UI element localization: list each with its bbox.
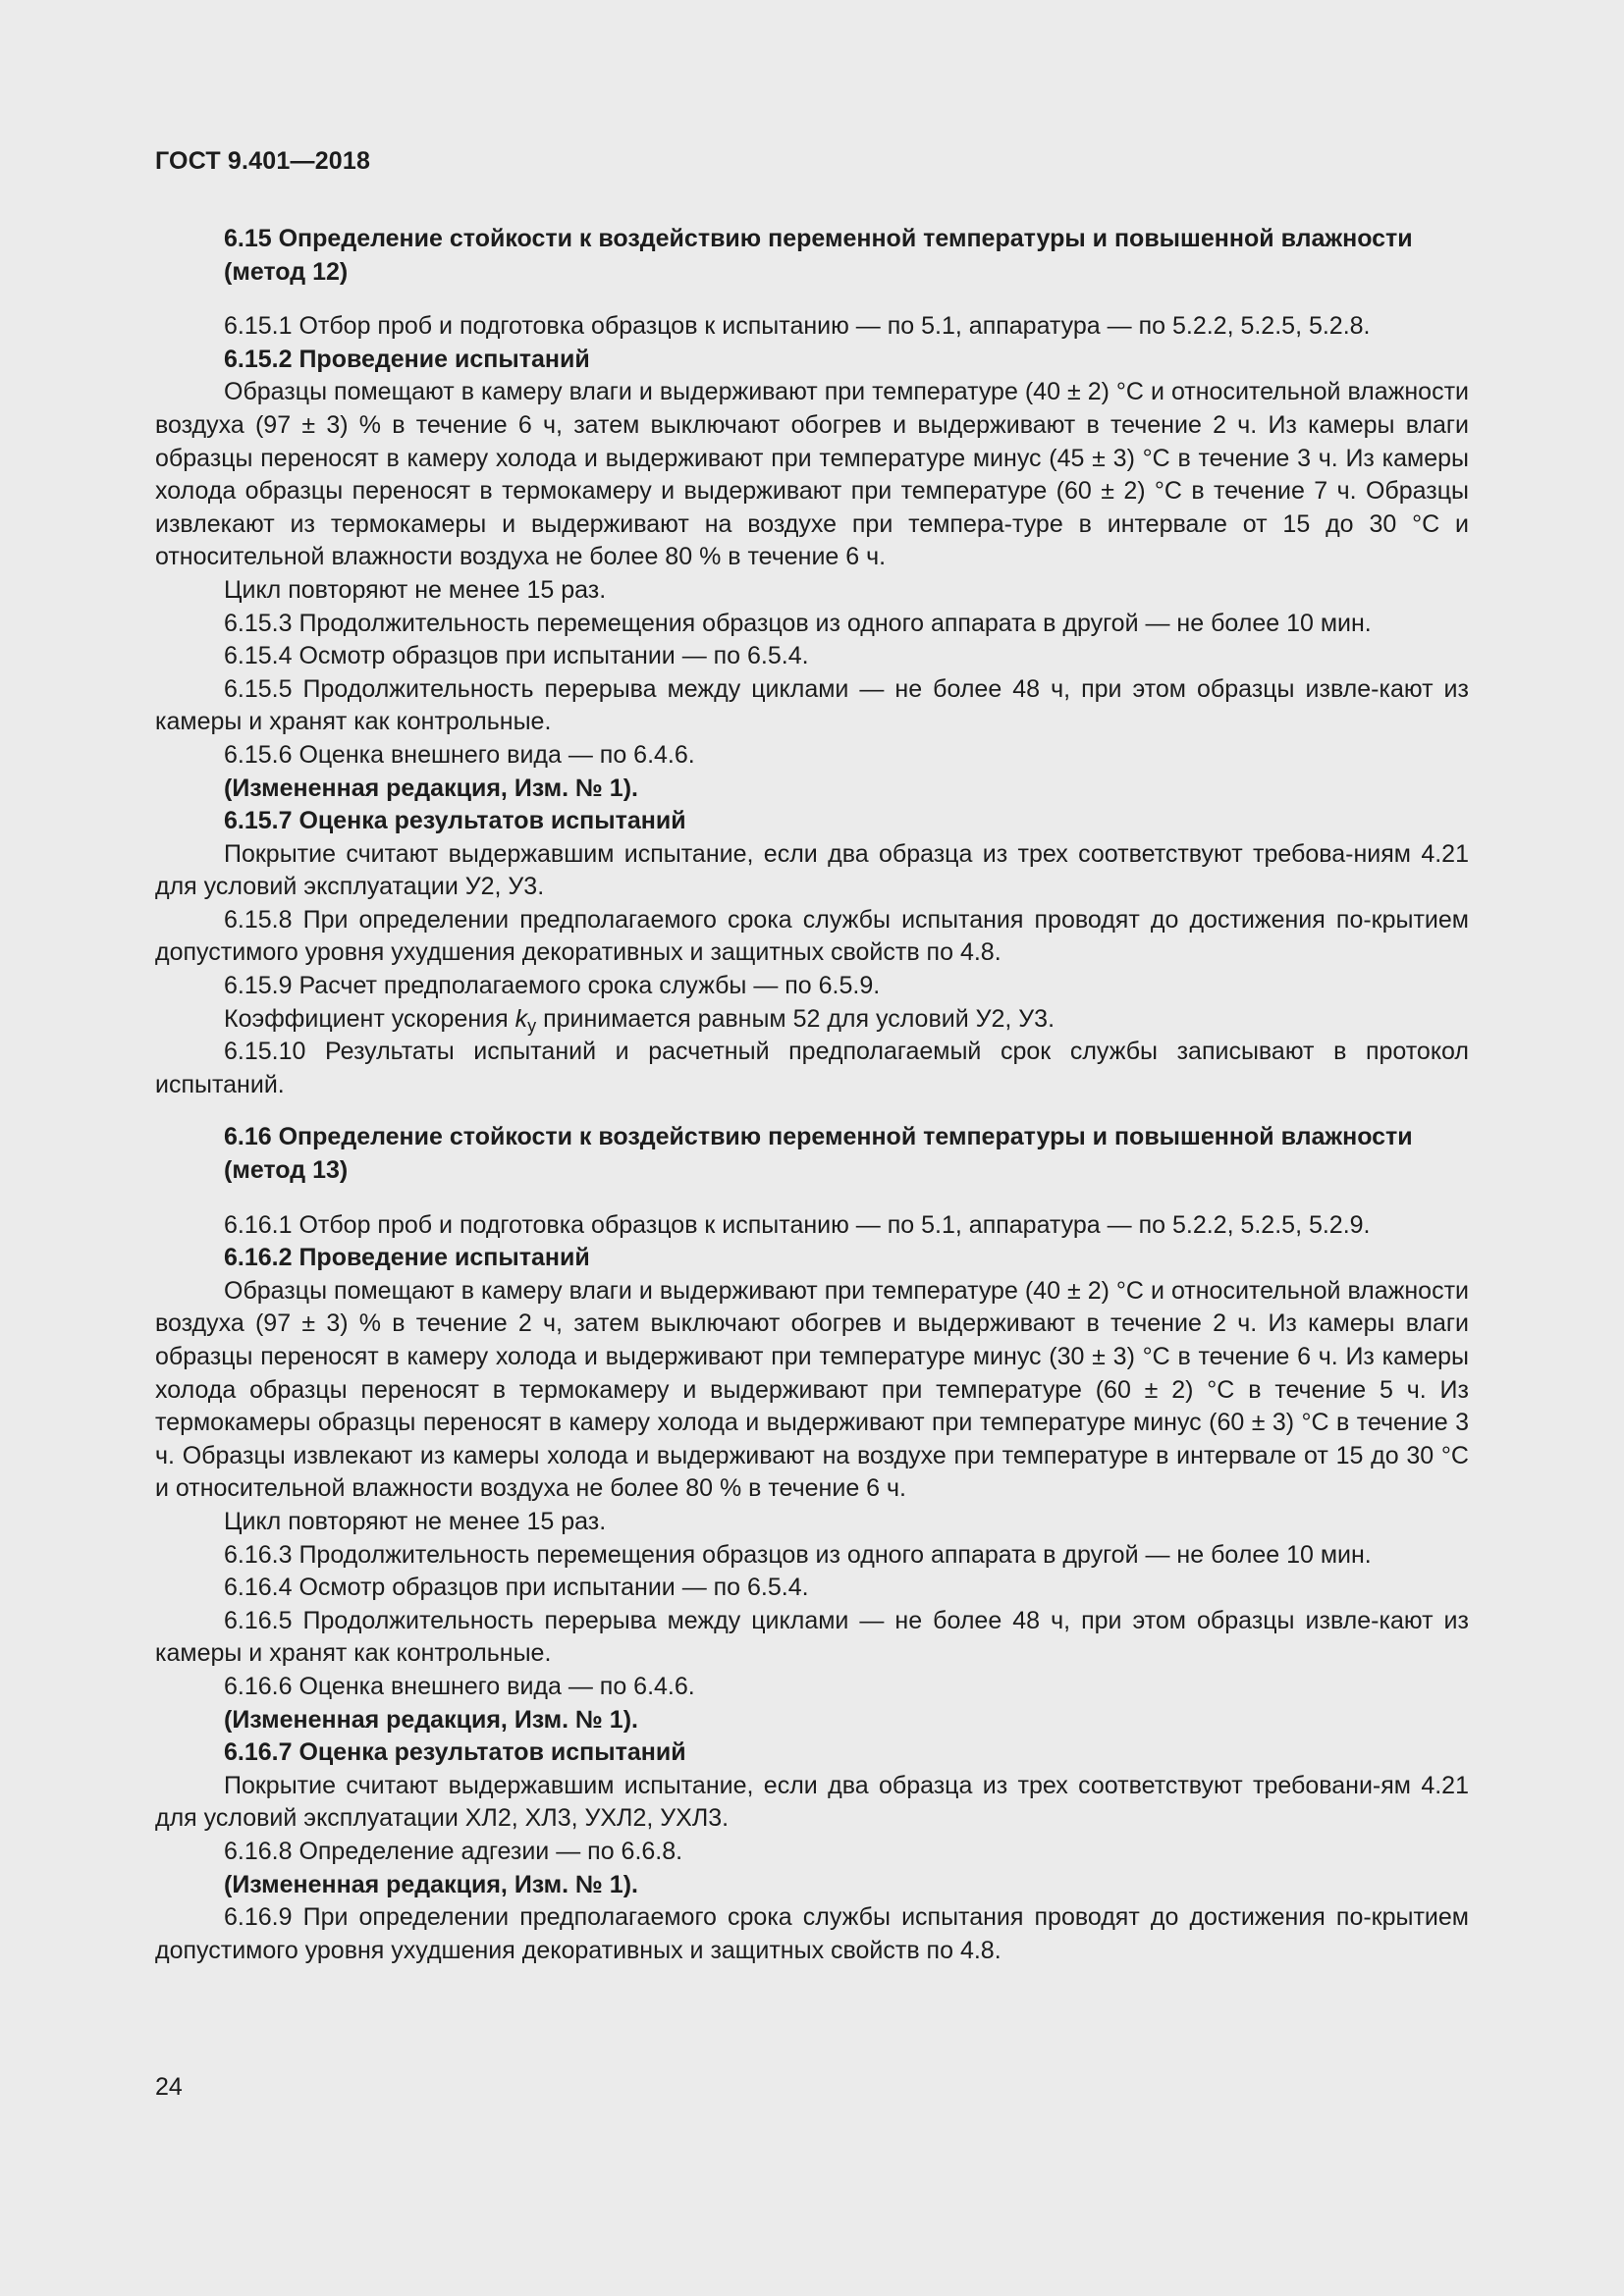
amendment-note: (Измененная редакция, Изм. № 1). [224,1705,638,1734]
paragraph-6-16-6: 6.16.6 Оценка внешнего вида — по 6.4.6. [224,1672,695,1700]
paragraph-6-16-9: 6.16.9 При определении предполагаемого срока службы испытания проводят до достижения по-крытием допустимого уровня ухудшения декоративных и защитных свойств по 4.8. [155,1903,1469,1964]
paragraph-6-16-8: 6.16.8 Определение адгезии — по 6.6.8. [224,1837,683,1865]
paragraph-6-15-10: 6.15.10 Результаты испытаний и расчетный предполагаемый срок службы записывают в протокол испытаний. [155,1038,1469,1098]
paragraph-6-15-6: 6.15.6 Оценка внешнего вида — по 6.4.6. [224,740,695,769]
document-header: ГОСТ 9.401—2018 [155,147,371,175]
paragraph-6-15-4: 6.15.4 Осмотр образцов при испытании — по 6.5.4. [224,642,809,670]
paragraph-6-15-1: 6.15.1 Отбор проб и подготовка образцов к испытанию — по 5.1, аппаратура — по 5.2.2, 5.2.5, 5.2.8. [224,312,1371,341]
page-number: 24 [155,2073,183,2101]
paragraph-6-16-2-body: Образцы помещают в камеру влаги и выдерживают при температуре (40 ± 2) °С и относительной влажности воздуха (97 ± 3) % в течение 2 ч, затем выключают обогрев и выдерживают в течение 2 ч. Из камеры влаги образцы переносят в камеру холода и выдерживают при температуре минус (30 ± 3) °С в течение 6 ч. Из камеры холода образцы переносят в термокамеру и выдерживают при температуре (60 ± 2) °С в течение 5 ч. Из термокамеры образцы переносят в камеру холода и выдерживают при температуре минус (60 ± 3) °С в течение 3 ч. Образцы извлекают из камеры холода и выдерживают на воздухе при температуре в интервале от 15 до 30 °С и относительной влажности воздуха не более 80 % в течение 6 ч. [155,1276,1469,1503]
paragraph-6-16-4: 6.16.4 Осмотр образцов при испытании — по 6.5.4. [224,1574,809,1602]
section-615-title: 6.15 Определение стойкости к воздействию переменной температуры и повышенной влажности (метод 12) [224,225,1413,286]
paragraph-6-15-7-body: Покрытие считают выдержавшим испытание, если два образца из трех соответствуют требова-ниям 4.21 для условий эксплуатации У2, У3. [155,839,1469,901]
document-body [155,223,1469,1967]
section-gap [155,1188,1469,1209]
paragraph-acceleration-coefficient [155,1003,1469,1037]
paragraph-6-15-2-body: Образцы помещают в камеру влаги и выдерживают при температуре (40 ± 2) °С и относительной влажности воздуха (97 ± 3) % в течение 6 ч, затем выключают обогрев и выдерживают в течение 2 ч. Из камеры влаги образцы переносят в камеру холода и выдерживают при температуре минус (45 ± 3) °С в течение 3 ч. Из камеры холода образцы переносят в термокамеру и выдерживают при температуре (60 ± 2) °С в течение 7 ч. Образцы извлекают из термокамеры и выдерживают на воздухе при темпера-туре в интервале от 15 до 30 °С и относительной влажности воздуха не более 80 % в течение 6 ч. [155,378,1469,571]
section-616-title: 6.16 Определение стойкости к воздействию переменной температуры и повышенной влажности (метод 13) [224,1123,1413,1185]
paragraph-6-16-1: 6.16.1 Отбор проб и подготовка образцов к испытанию — по 5.1, аппаратура — по 5.2.2, 5.2.5, 5.2.9. [224,1210,1371,1239]
coefficient-text-pre: Коэффициент ускорения [224,1004,515,1033]
amendment-note: (Измененная редакция, Изм. № 1). [224,1870,638,1898]
coefficient-subscript: у [527,1015,537,1036]
paragraph-6-15-3: 6.15.3 Продолжительность перемещения образцов из одного аппарата в другой — не более 10 мин. [224,609,1372,637]
coefficient-text-post: принимается равным 52 для условий У2, У3. [536,1004,1056,1033]
subheading-6-16-2: 6.16.2 Проведение испытаний [224,1244,590,1272]
paragraph-6-15-9: 6.15.9 Расчет предполагаемого срока службы — по 6.5.9. [224,972,881,1000]
paragraph-6-15-5: 6.15.5 Продолжительность перерыва между циклами — не более 48 ч, при этом образцы извле-кают из камеры и хранят как контрольные. [155,674,1469,736]
paragraph-6-16-5: 6.16.5 Продолжительность перерыва между циклами — не более 48 ч, при этом образцы извле-кают из камеры и хранят как контрольные. [155,1606,1469,1668]
section-gap [155,289,1469,310]
subheading-6-15-7: 6.15.7 Оценка результатов испытаний [224,807,686,835]
paragraph-cycle-repeat: Цикл повторяют не менее 15 раз. [224,1507,607,1535]
amendment-note: (Измененная редакция, Изм. № 1). [224,774,638,802]
paragraph-6-15-8: 6.15.8 При определении предполагаемого срока службы испытания проводят до достижения по-крытием допустимого уровня ухудшения декоративных и защитных свойств по 4.8. [155,905,1469,967]
subheading-6-15-2: 6.15.2 Проведение испытаний [224,345,590,373]
coefficient-symbol: k [514,1004,528,1033]
paragraph-6-16-7-body: Покрытие считают выдержавшим испытание, если два образца из трех соответствуют требовани-ям 4.21 для условий эксплуатации ХЛ2, ХЛ3, УХЛ2, УХЛ3. [155,1771,1469,1833]
paragraph-cycle-repeat: Цикл повторяют не менее 15 раз. [224,575,607,604]
paragraph-6-16-3: 6.16.3 Продолжительность перемещения образцов из одного аппарата в другой — не более 10 мин. [224,1540,1372,1569]
subheading-6-16-7: 6.16.7 Оценка результатов испытаний [224,1738,686,1767]
